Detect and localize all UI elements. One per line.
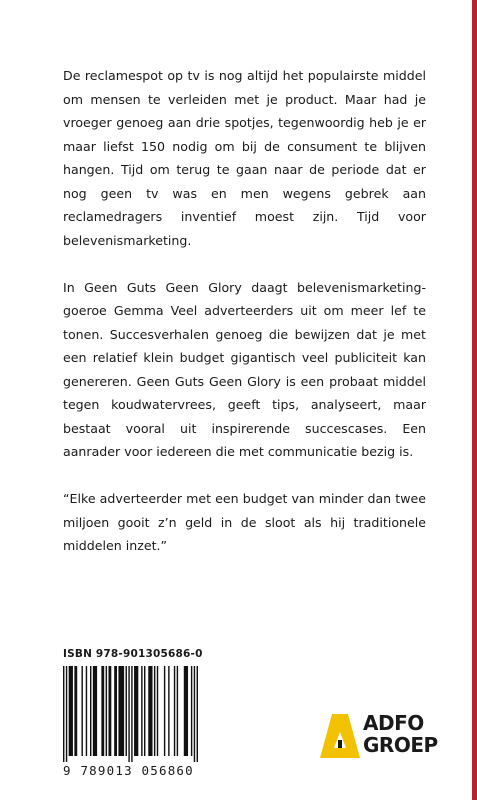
- barcode-bar: [118, 666, 124, 756]
- barcode-bar: [69, 666, 73, 756]
- barcode-digits: 9 789013 056860: [63, 763, 194, 778]
- barcode-bar: [90, 666, 91, 756]
- barcode-bar: [157, 666, 158, 756]
- barcode-bar: [81, 666, 82, 756]
- isbn-label: ISBN 978-901305686-0: [63, 648, 203, 660]
- barcode-bar: [154, 666, 155, 756]
- blurb-paragraph-2: In Geen Guts Geen Glory daagt belevenismarketing-goeroe Gemma Veel adverteerders uit om meer lef te tonen. Succesverhalen genoeg die bewijzen dat je met een relatief klein budget gigantisch veel publiciteit kan genereren. Geen Guts Geen Glory is een probaat middel tegen koudwatervrees, geeft tips, analyseert, maar bestaat vooral uit inspirerende succescases. Een aanrader voor iedereen die met communicatie bezig is.: [63, 279, 426, 459]
- barcode-bar: [86, 666, 87, 756]
- barcode-bar: [168, 666, 169, 756]
- barcode-bar: [131, 666, 132, 762]
- barcode-bar: [108, 666, 111, 756]
- barcode-bar: [197, 666, 198, 762]
- barcode-bar: [184, 666, 188, 756]
- barcode-bar: [63, 666, 64, 762]
- barcode-bar: [106, 666, 107, 756]
- isbn-barcode: [63, 648, 203, 778]
- logo-line-2: GROEP: [363, 733, 438, 757]
- adfo-logo-mark-icon: [320, 714, 360, 758]
- barcode-bar: [141, 666, 142, 756]
- barcode-bar: [194, 666, 195, 762]
- barcode-bars: [63, 666, 198, 762]
- barcode-bar: [191, 666, 192, 756]
- back-cover-text: [63, 64, 426, 558]
- barcode-bar: [174, 666, 175, 756]
- barcode-bar: [148, 666, 152, 756]
- barcode-bar: [144, 666, 145, 756]
- barcode-bar: [114, 666, 117, 756]
- barcode-bar: [126, 666, 127, 756]
- logo-line-1: ADFO: [363, 711, 424, 735]
- barcode-bar: [128, 666, 129, 762]
- barcode-bar: [177, 666, 178, 756]
- publisher-logo: [320, 712, 460, 760]
- logo-wordmark: [363, 712, 438, 756]
- spine-edge-stripe: [472, 0, 477, 800]
- blurb-paragraph-1: De reclamespot op tv is nog altijd het populairste middel om mensen te verleiden met je product. Maar had je vroeger genoeg aan drie spotjes, tegenwoordig heb je er maar liefst 150 nodig om bij de consument te blijven hangen. Tijd om terug te gaan naar de periode dat er nog geen tv was en men wegens gebrek aan reclamedragers inventief moest zijn. Tijd voor belevenismarketing.: [63, 68, 426, 248]
- barcode-bar: [134, 666, 138, 756]
- quote-paragraph: “Elke adverteerder met een budget van minder dan twee miljoen gooit z’n geld in de sloot als hij traditionele middelen inzet.”: [63, 491, 426, 553]
- barcode-bar: [93, 666, 97, 756]
- barcode-bar: [101, 666, 104, 756]
- barcode-bar: [164, 666, 165, 756]
- barcode-bar: [66, 666, 67, 762]
- barcode-bar: [74, 666, 77, 756]
